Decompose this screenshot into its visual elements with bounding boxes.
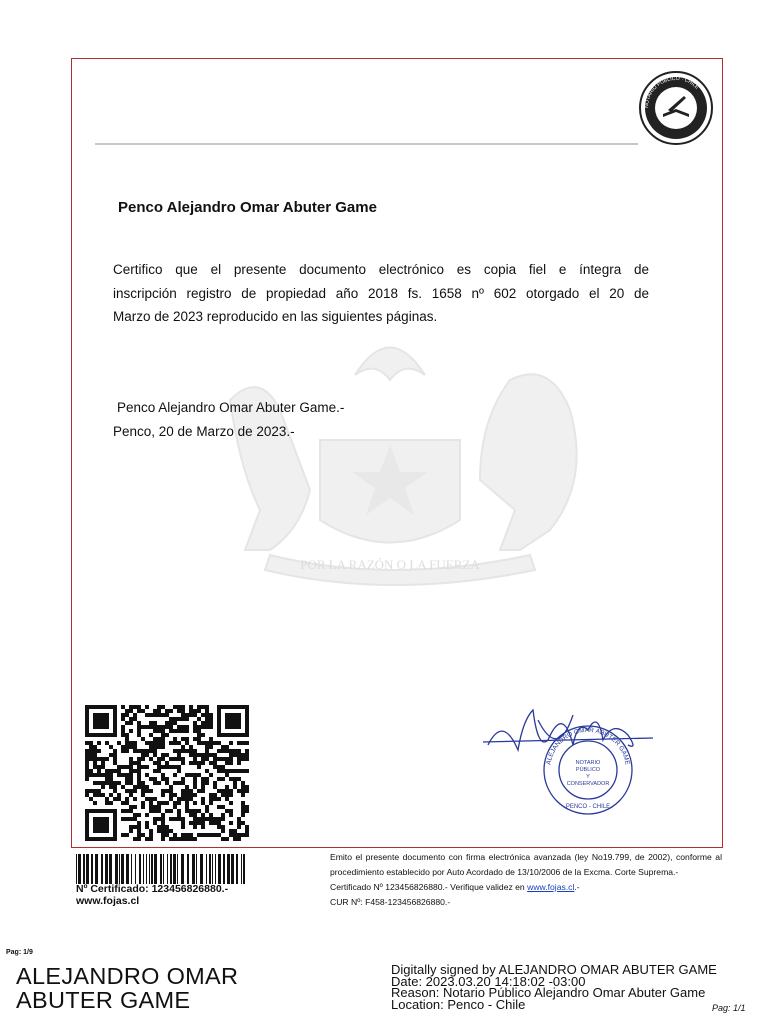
signed-by: Digitally signed by ALEJANDRO OMAR ABUTER GAME: [391, 962, 717, 977]
signer-name: [16, 964, 238, 1012]
notary-seal-icon: [638, 70, 714, 146]
document-heading: Penco Alejandro Omar Abuter Game: [118, 199, 377, 216]
digital-signature-block: [391, 964, 717, 1010]
legal-line: Emito el presente documento con firma electrónica avanzada (ley No19.799, de 2002), conforme al procedimiento establecido por Auto Acordado de 13/10/2006 de la Excma. Corte Suprema.-: [330, 852, 722, 877]
page-indicator: Pag: 1/9: [6, 949, 33, 956]
certification-line: inscripción registro de propiedad año 2018 fs. 1658 nº 602 otorgado el 20 de: [113, 285, 649, 301]
signer-line: ABUTER GAME: [16, 987, 191, 1013]
barcode: [76, 854, 246, 884]
legal-certificate-line: [330, 880, 722, 895]
certificate-number: Nº Certificado: 123456826880.-: [76, 883, 229, 895]
certificate-url: www.fojas.cl: [76, 895, 140, 907]
seal-text: NOTARIO PÚBLICO · CHILE: [643, 75, 700, 109]
legal-cert-suffix: .-: [574, 882, 580, 892]
header-rule: [95, 143, 638, 145]
stamp-line: Y: [586, 774, 590, 780]
notary-signature-stamp: [478, 690, 698, 820]
certification-text: [113, 258, 649, 329]
verify-link[interactable]: www.fojas.cl: [527, 882, 575, 892]
legal-notice: [330, 850, 722, 910]
stamp-bottom-text: PENCO - CHILE: [565, 804, 611, 810]
closing-date: Penco, 20 de Marzo de 2023.-: [113, 424, 295, 439]
coat-motto: POR LA RAZÓN O LA FUERZA: [300, 557, 480, 572]
page-indicator-bottom: Pag: 1/1: [712, 1003, 746, 1013]
certification-line: Certifico que el presente documento electrónico es copia fiel e íntegra de: [113, 262, 649, 277]
closing-name: Penco Alejandro Omar Abuter Game.-: [117, 400, 345, 415]
stamp-ring-text: ALEJANDRO OMAR ABUTER GAME: [545, 726, 631, 766]
signer-line: ALEJANDRO OMAR: [16, 963, 239, 989]
legal-cert-prefix: Certificado Nº 123456826880.- Verifique validez en: [330, 882, 528, 892]
coat-of-arms-watermark: [150, 320, 620, 590]
stamp-line: PÚBLICO: [575, 767, 601, 773]
certification-line: Marzo de 2023 reproducido en las siguientes páginas.: [113, 309, 438, 324]
signature-location: Location: Penco - Chile: [391, 996, 526, 1012]
stamp-line: CONSERVADOR: [566, 781, 610, 787]
signature-date: Date: 2023.03.20 14:18:02 -03:00: [391, 973, 586, 989]
qr-code: [85, 705, 249, 841]
stamp-line: NOTARIO: [575, 760, 601, 766]
signature-reason: Reason: Notario Público Alejandro Omar Abuter Game: [391, 985, 706, 1000]
cur-number: CUR Nº: F458-123456826880.-: [330, 897, 451, 907]
